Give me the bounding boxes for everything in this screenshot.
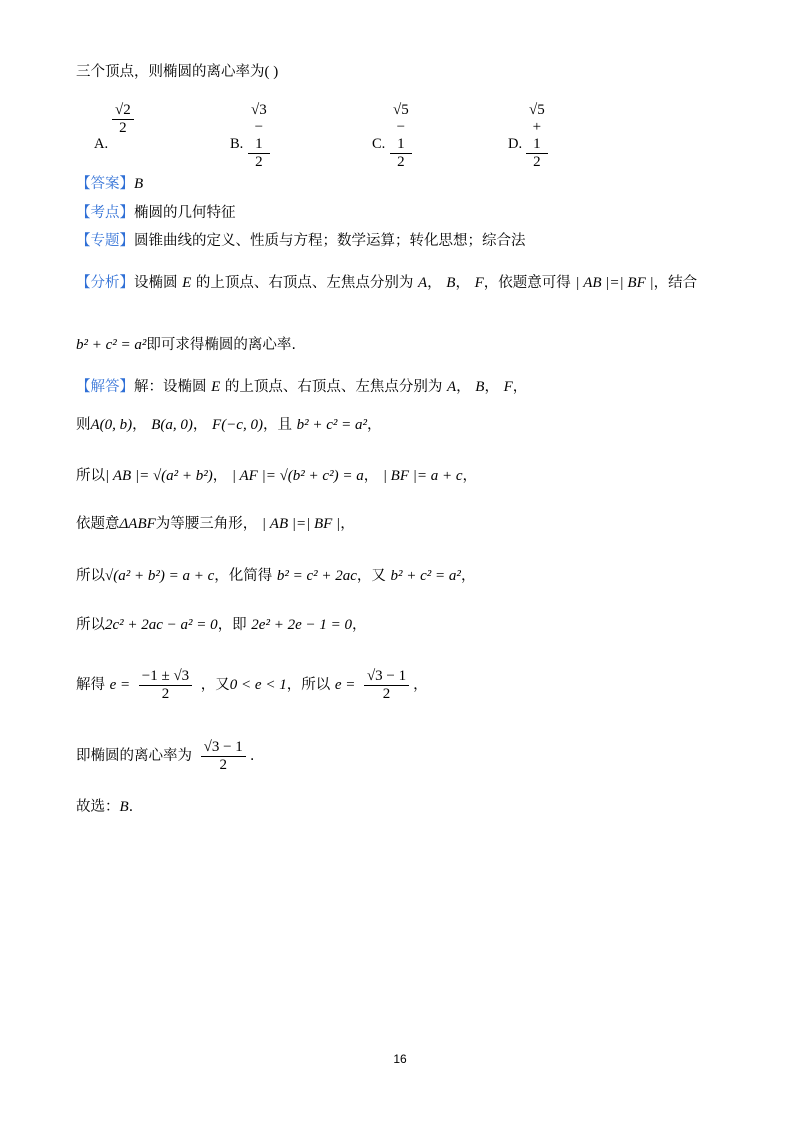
l3-triangle: ΔABF [119, 516, 156, 532]
solution-line-5 [76, 615, 366, 635]
solution-line-6 [76, 667, 428, 703]
fenxi-b: B [446, 275, 456, 291]
l4-end: ， [460, 568, 476, 584]
fenxi-t2: 的上顶点、右顶点、左焦点分别为 [195, 275, 414, 291]
jieda-sep-2: ， [484, 379, 499, 395]
solution-line-3 [76, 514, 355, 534]
l6-mid2: ，所以 [286, 677, 331, 693]
l8-val: B [119, 799, 129, 815]
option-b-denominator: 2 [255, 154, 263, 170]
kaodian-line [76, 203, 236, 223]
option-c-fraction [390, 102, 412, 171]
l6-end: ， [413, 677, 428, 693]
l1-point-b: B(a, 0) [151, 417, 193, 433]
option-d-fraction [526, 102, 548, 171]
l6-fraction-1 [139, 668, 192, 703]
option-d-numerator: √5 + 1 [526, 102, 548, 154]
question-stem [76, 62, 278, 82]
kaodian-text: 椭圆的几何特征 [134, 205, 236, 221]
fenxi-t4: ，结合 [653, 275, 698, 291]
l2-end: ， [462, 468, 478, 484]
jieda-line [76, 377, 527, 397]
l7-end: . [249, 748, 255, 764]
l6-cond: 0 < e < 1 [229, 677, 287, 693]
l5-end: ， [351, 617, 367, 633]
jieda-t1: 解：设椭圆 [134, 379, 207, 395]
question-paren: ( ) [264, 64, 279, 80]
l4-pre: 所以 [76, 568, 105, 584]
l3-end: ， [340, 516, 355, 532]
l1-end: ， [366, 417, 382, 433]
l6-pre: 解得 [76, 677, 105, 693]
solution-line-4 [76, 566, 475, 586]
l6-den2: 2 [382, 685, 391, 702]
fenxi-line-1 [76, 273, 697, 293]
option-a-label: A. [94, 136, 109, 152]
l4-mid2: ，又 [356, 568, 386, 584]
option-a-denominator: 2 [119, 120, 127, 136]
l6-den: 2 [161, 685, 170, 702]
jieda-a: A [447, 379, 457, 395]
option-b-fraction [248, 102, 270, 171]
option-c-label: C. [372, 136, 386, 152]
fenxi-line2-text: 即可求得椭圆的离心率. [146, 337, 297, 353]
answer-line [76, 174, 143, 194]
fenxi-tag: 【分析】 [76, 275, 134, 291]
answer-value: B [134, 176, 144, 192]
jieda-end: ， [512, 379, 528, 395]
option-c-numerator: √5 − 1 [390, 102, 412, 154]
solution-line-8 [76, 797, 133, 817]
jieda-b: B [475, 379, 485, 395]
l3-eq: | AB |=| BF | [261, 516, 341, 532]
jieda-e: E [211, 379, 221, 395]
l2-pre: 所以 [76, 468, 105, 484]
fenxi-line-2 [76, 335, 296, 355]
option-d-label: D. [508, 136, 523, 152]
option-c-denominator: 2 [397, 154, 405, 170]
answer-tag: 【答案】 [76, 176, 134, 192]
l1-point-a: A(0, b) [90, 417, 133, 433]
fenxi-f: F [474, 275, 484, 291]
l5-mid: ，即 [217, 617, 247, 633]
l5-eq2: 2e² + 2e − 1 = 0 [251, 617, 352, 633]
l6-num2: √3 − 1 [364, 668, 409, 686]
zhuanti-text: 圆锥曲线的定义、性质与方程；数学运算；转化思想；综合法 [134, 233, 526, 249]
question-stem-text: 三个顶点，则椭圆的离心率为 [76, 64, 265, 80]
l6-num: −1 ± √3 [139, 668, 192, 686]
fenxi-a: A [418, 275, 428, 291]
jieda-t2: 的上顶点、右顶点、左焦点分别为 [224, 379, 443, 395]
fenxi-e: E [182, 275, 192, 291]
l7-pre: 即椭圆的离心率为 [76, 748, 192, 764]
l1-eq: b² + c² = a² [296, 417, 367, 433]
l5-eq: 2c² + 2ac − a² = 0 [105, 617, 218, 633]
jieda-tag: 【解答】 [76, 379, 134, 395]
l2-ab: | AB |= √(a² + b²) [105, 468, 213, 484]
zhuanti-line [76, 231, 526, 251]
l3-mid: 为等腰三角形， [155, 516, 258, 532]
solution-line-7 [76, 738, 254, 774]
l6-e2: e = [334, 677, 356, 693]
l3-pre: 依题意 [76, 516, 120, 532]
l6-mid: ，又 [200, 677, 230, 693]
l8-pre: 故选： [76, 799, 120, 815]
option-b-numerator: √3 − 1 [248, 102, 270, 154]
l4-eq2: b² = c² + 2ac [276, 568, 357, 584]
option-a-numerator: √2 [112, 102, 134, 120]
l1-pre: 则 [76, 417, 91, 433]
fenxi-t1: 设椭圆 [134, 275, 178, 291]
solution-line-1: 则A(0, b)， B(a, 0)， F(−c, 0)，且 b² + c² = a²， [76, 417, 382, 433]
fenxi-line2-eq: b² + c² = a² [76, 337, 147, 353]
l4-eq3: b² + c² = a² [390, 568, 461, 584]
l6-fraction-2 [364, 668, 409, 703]
l7-num: √3 − 1 [201, 739, 246, 757]
fenxi-sep-1: ， [427, 275, 442, 291]
option-b-label: B. [230, 136, 244, 152]
page-number: 16 [393, 1052, 407, 1066]
fenxi-t3: ，依题意可得 [483, 275, 571, 291]
l7-den: 2 [219, 756, 227, 773]
l6-e: e = [109, 677, 131, 693]
l8-end: . [128, 799, 134, 815]
l1-point-f: F(−c, 0) [212, 417, 263, 433]
solution-line-2: 所以| AB |= √(a² + b²)， | AF |= √(b² + c²) = a， | BF |= a + c， [76, 468, 478, 484]
fenxi-eq: | AB |=| BF | [575, 275, 654, 291]
l2-bf: | BF |= a + c [382, 468, 463, 484]
l1-and: ，且 [262, 417, 292, 433]
l5-pre: 所以 [76, 617, 105, 633]
option-a-fraction [112, 102, 134, 137]
option-d-denominator: 2 [533, 154, 541, 170]
l4-mid: ，化简得 [214, 568, 273, 584]
l2-af: | AF |= √(b² + c²) = a [231, 468, 364, 484]
zhuanti-tag: 【专题】 [76, 233, 134, 249]
jieda-sep-1: ， [456, 379, 471, 395]
jieda-f: F [503, 379, 513, 395]
fenxi-sep-2: ， [455, 275, 470, 291]
l7-fraction [201, 739, 246, 774]
l4-eq: √(a² + b²) = a + c [105, 568, 215, 584]
kaodian-tag: 【考点】 [76, 205, 134, 221]
